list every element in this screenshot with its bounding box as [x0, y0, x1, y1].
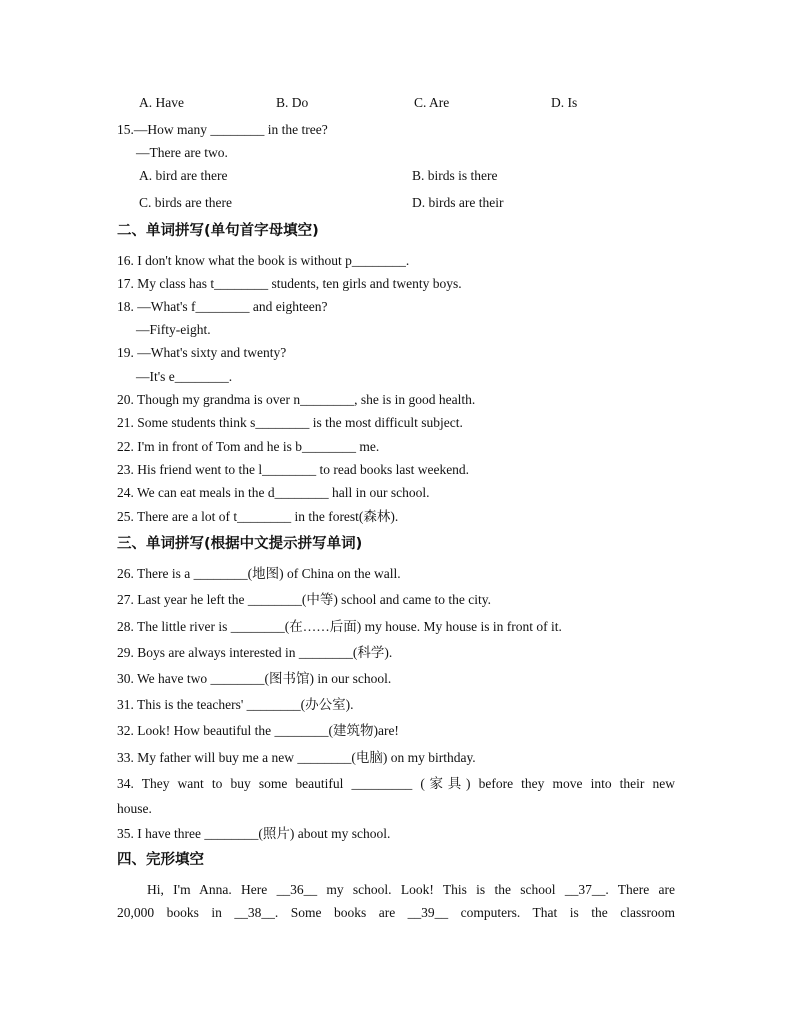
- cloze-line-2: 20,000 books in __38__. Some books are __39__ computers. That is the classroom: [117, 905, 675, 920]
- q14-option-b: B. Do: [276, 95, 309, 110]
- section4-heading: 四、完形填空: [117, 852, 204, 868]
- q20: 20. Though my grandma is over n________, she is in good health.: [117, 392, 476, 407]
- q31: 31. This is the teachers' ________(办公室).: [117, 697, 354, 712]
- q30: 30. We have two ________(图书馆) in our school.: [117, 671, 392, 686]
- q19: 19. —What's sixty and twenty?: [117, 345, 287, 360]
- q15-option-d: D. birds are their: [412, 195, 504, 210]
- q22: 22. I'm in front of Tom and he is b________ me.: [117, 439, 380, 454]
- q21: 21. Some students think s________ is the most difficult subject.: [117, 415, 463, 430]
- q14-option-c: C. Are: [414, 95, 450, 110]
- q17: 17. My class has t________ students, ten girls and twenty boys.: [117, 276, 462, 291]
- q27: 27. Last year he left the ________(中等) school and came to the city.: [117, 592, 492, 607]
- q15-question: 15.—How many ________ in the tree?: [117, 122, 328, 137]
- q32: 32. Look! How beautiful the ________(建筑物)are!: [117, 723, 399, 738]
- q25: 25. There are a lot of t________ in the forest(森林).: [117, 509, 399, 524]
- q34-continuation: house.: [117, 801, 152, 816]
- q14-option-a: A. Have: [139, 95, 184, 110]
- q15-option-c: C. birds are there: [139, 195, 232, 210]
- section2-heading: 二、单词拼写(单句首字母填空): [117, 223, 319, 239]
- q15-option-a: A. bird are there: [139, 168, 228, 183]
- q15-option-b: B. birds is there: [412, 168, 498, 183]
- q24: 24. We can eat meals in the d________ hall in our school.: [117, 485, 430, 500]
- q29: 29. Boys are always interested in ________(科学).: [117, 645, 393, 660]
- q33: 33. My father will buy me a new ________(电脑) on my birthday.: [117, 750, 476, 765]
- q15-answer-line: —There are two.: [136, 145, 228, 160]
- q18-answer: —Fifty-eight.: [136, 322, 211, 337]
- q19-answer: —It's e________.: [136, 369, 233, 384]
- q18: 18. —What's f________ and eighteen?: [117, 299, 328, 314]
- q16: 16. I don't know what the book is without p________.: [117, 253, 410, 268]
- q35: 35. I have three ________(照片) about my school.: [117, 826, 391, 841]
- q26: 26. There is a ________(地图) of China on the wall.: [117, 566, 401, 581]
- q28: 28. The little river is ________(在……后面) my house. My house is in front of it.: [117, 619, 562, 634]
- section3-heading: 三、单词拼写(根据中文提示拼写单词): [117, 536, 363, 552]
- cloze-line-1: Hi, I'm Anna. Here __36__ my school. Look! This is the school __37__. There are: [147, 882, 675, 897]
- q23: 23. His friend went to the l________ to read books last weekend.: [117, 462, 470, 477]
- q14-option-d: D. Is: [551, 95, 578, 110]
- q34: 34. They want to buy some beautiful _________ (家具) before they move into their new: [117, 776, 675, 791]
